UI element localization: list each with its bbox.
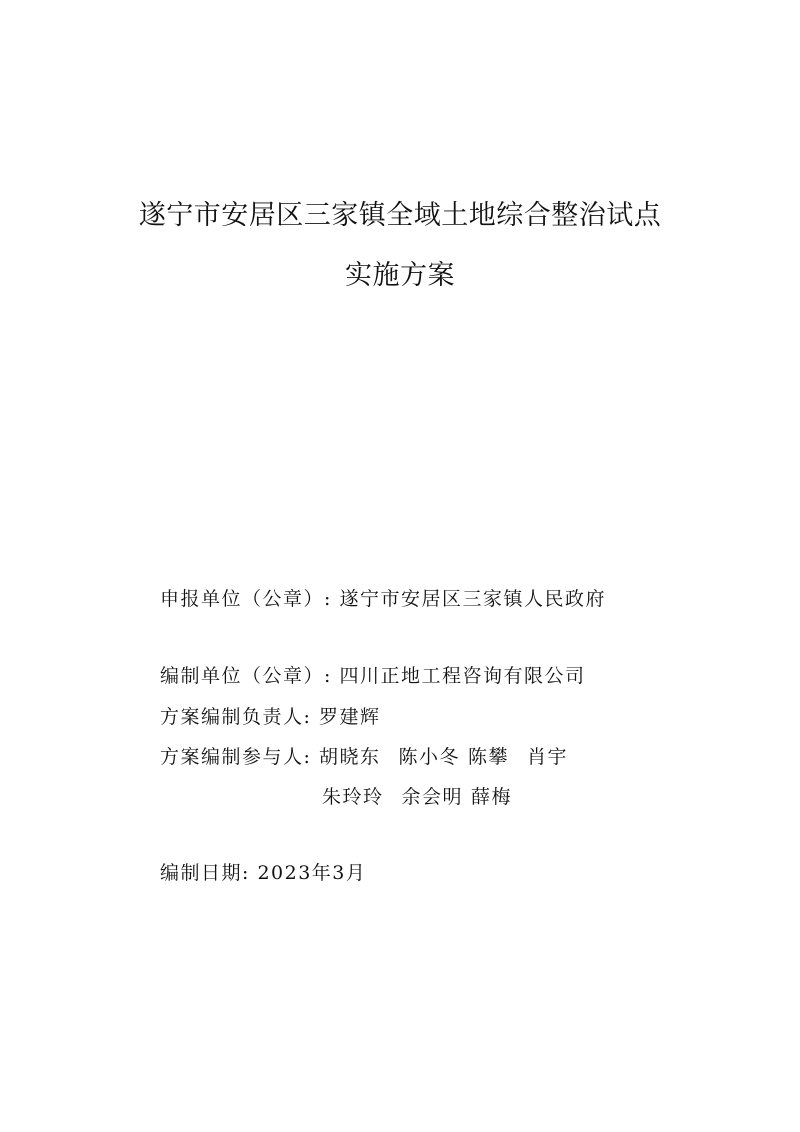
date-value: 2023年3月 [257,862,367,884]
applicant-label: 申报单位（公章）: [160,588,332,610]
participants-row [160,742,568,769]
applicant-value: 遂宁市安居区三家镇人民政府 [339,588,606,610]
applicant-row [160,584,606,611]
participant-name: 余会明 [401,786,464,808]
compiler-row [160,661,585,688]
compiler-label: 编制单位（公章）: [160,665,332,687]
responsible-row [160,702,380,729]
participants-label: 方案编制参与人: [160,746,312,768]
participant-name: 陈小冬 [398,746,460,768]
date-label: 编制日期: [160,862,250,884]
participant-name: 陈攀 [467,746,509,768]
responsible-label: 方案编制负责人: [160,706,312,728]
document-title: 遂宁市安居区三家镇全域土地综合整治试点 [138,200,662,231]
participant-name: 薛梅 [471,786,513,808]
participants-row-continued [322,782,512,809]
participant-name: 朱玲玲 [322,786,384,808]
compiler-value: 四川正地工程咨询有限公司 [339,665,586,687]
responsible-value: 罗建辉 [318,706,381,728]
document-subtitle: 实施方案 [345,260,455,291]
participant-name: 胡晓东 [318,746,381,768]
date-row [160,858,366,885]
participant-name: 肖宇 [527,746,569,768]
